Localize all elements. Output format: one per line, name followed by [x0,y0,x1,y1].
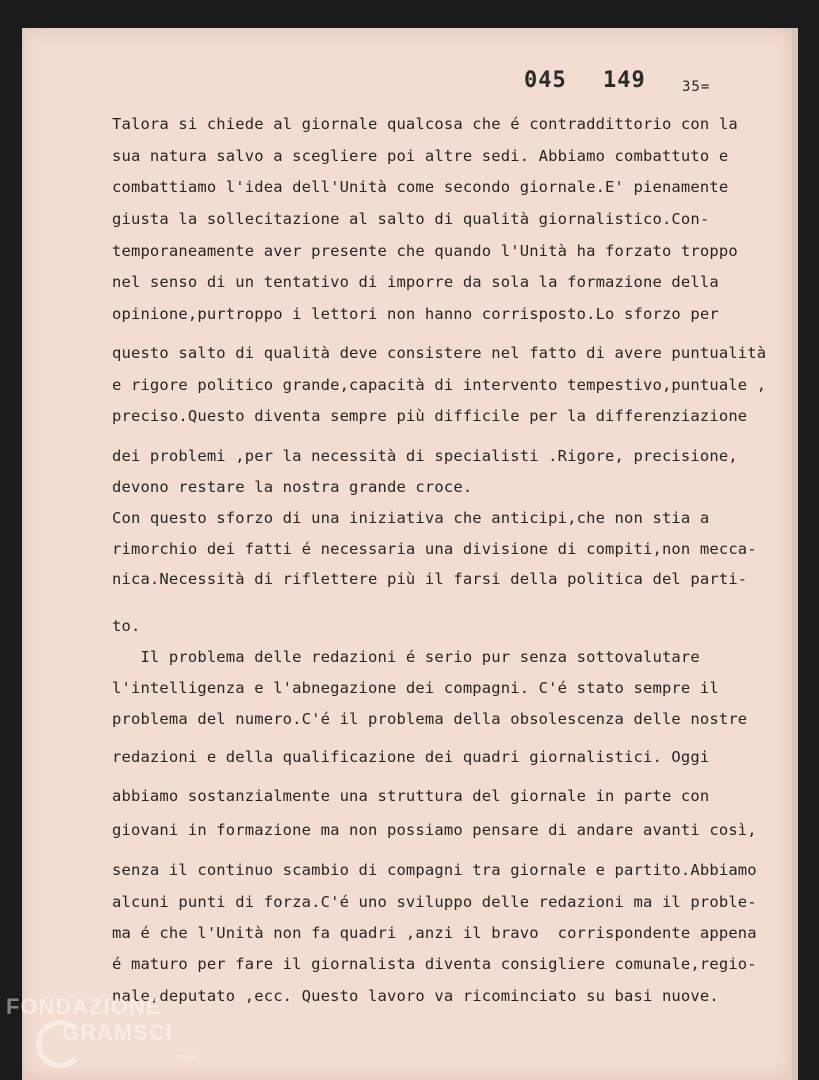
fondazione-gramsci-watermark [0,990,220,1080]
text-line: redazioni e della qualificazione dei quadri giornalistici. Oggi [112,748,710,766]
text-line: preciso.Questo diventa sempre più difficile per la differenziazione [112,407,748,425]
text-line: questo salto di qualità deve consistere nel fatto di avere puntualità [112,344,767,362]
page-number [524,68,710,93]
text-line: combattiamo l'idea dell'Unità come secondo giornale.E' pienamente [112,178,729,196]
page-number-small: 35= [682,79,711,95]
text-line: devono restare la nostra grande croce. [112,478,473,496]
page-edge [792,28,798,1080]
text-line: to. [112,617,141,635]
text-line: sua natura salvo a scegliere poi altre sedi. Abbiamo combattuto e [112,147,729,165]
watermark-line1: FONDAZIONE [6,994,162,1019]
watermark-line2: GRAMSCI [62,1020,173,1045]
text-line: senza il continuo scambio di compagni tra giornale e partito.Abbiamo [112,861,757,879]
text-line: giusta la sollecitazione al salto di qualità giornalistico.Con- [112,210,710,228]
text-line: nica.Necessità di riflettere più il farsi della politica del parti- [112,570,748,588]
text-line: l'intelligenza e l'abnegazione dei compagni. C'é stato sempre il [112,679,719,697]
text-line: Il problema delle redazioni é serio pur senza sottovalutare [112,648,700,666]
page-number-first: 045 [524,68,567,93]
text-line: rimorchio dei fatti é necessaria una divisione di compiti,non mecca- [112,540,757,558]
text-line: problema del numero.C'é il problema della obsolescenza delle nostre [112,710,748,728]
text-line: alcuni punti di forza.C'é uno sviluppo delle redazioni ma il proble- [112,893,757,911]
text-line: giovani in formazione ma non possiamo pensare di andare avanti così, [112,821,757,839]
watermark-line3: onlus [176,1052,198,1062]
text-line: é maturo per fare il giornalista diventa consigliere comunale,regio- [112,955,757,973]
text-line: Con questo sforzo di una iniziativa che anticipi,che non stia a [112,509,710,527]
text-line: ma é che l'Unità non fa quadri ,anzi il bravo corrispondente appena [112,924,757,942]
text-line: nale,deputato ,ecc. Questo lavoro va ricominciato su basi nuove. [112,987,719,1005]
text-line: dei problemi ,per la necessità di specialisti .Rigore, precisione, [112,447,738,465]
text-line: temporaneamente aver presente che quando l'Unità ha forzato troppo [112,242,738,260]
text-line: abbiamo sostanzialmente una struttura del giornale in parte con [112,787,710,805]
page-number-second: 149 [603,68,646,93]
text-line: e rigore politico grande,capacità di intervento tempestivo,puntuale , [112,376,767,394]
text-line: Talora si chiede al giornale qualcosa che é contraddittorio con la [112,115,738,133]
text-line: nel senso di un tentativo di imporre da sola la formazione della [112,273,719,291]
text-line: opinione,purtroppo i lettori non hanno corrisposto.Lo sforzo per [112,305,719,323]
